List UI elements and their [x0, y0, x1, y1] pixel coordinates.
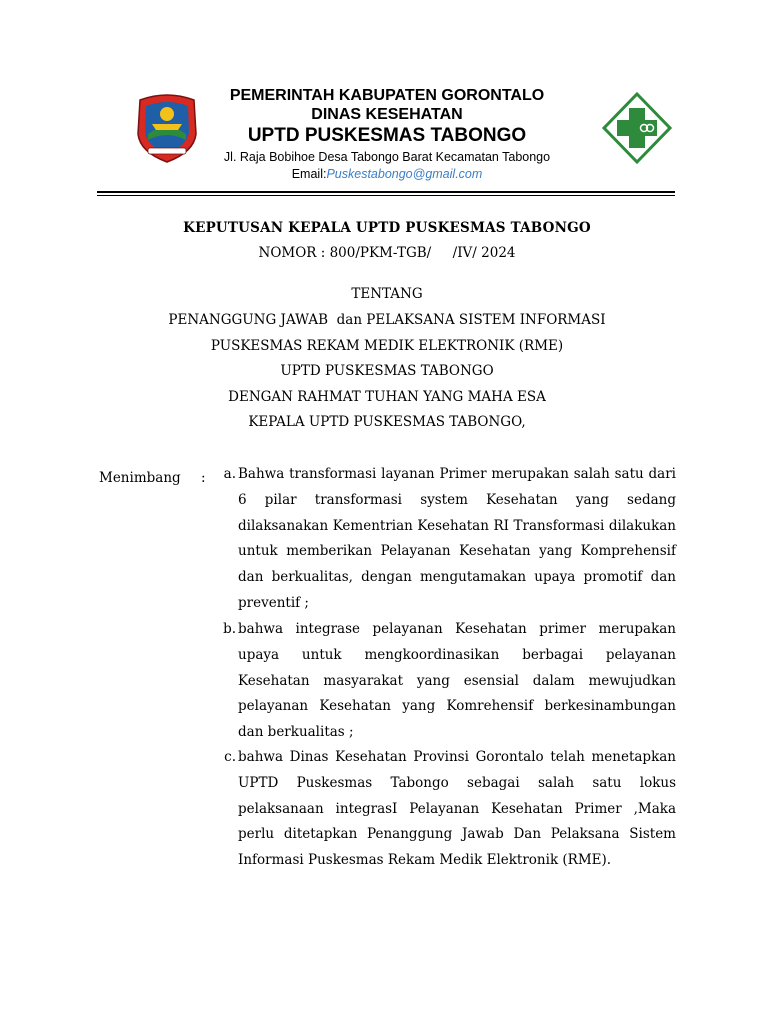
address: Jl. Raja Bobihoe Desa Tabongo Barat Kecamatan Tabongo: [223, 150, 551, 164]
letterhead-rule-thick: [97, 191, 675, 193]
decree-signatory: KEPALA UPTD PUSKESMAS TABONGO,: [248, 414, 526, 430]
item-text: Bahwa transformasi layanan Primer merupakan salah satu dari 6 pilar transformasi system Kesehatan yang sedang dilaksanakan Kementrian Kesehatan RI Transformasi dilakukan untuk memberikan Pelayanan Kesehatan yang Komprehensif dan berkualitas, dengan mengutamakan upaya promotif dan preventif ;: [238, 466, 676, 611]
letterhead-rule-thin: [97, 195, 675, 196]
decree-number: NOMOR : 800/PKM-TGB/ /IV/ 2024: [258, 245, 516, 261]
decree-subject-line: PUSKESMAS REKAM MEDIK ELEKTRONIK (RME): [210, 338, 564, 354]
item-marker: a.: [223, 466, 236, 482]
considering-label: Menimbang: [99, 470, 181, 486]
email-line: [200, 166, 574, 182]
item-marker: b.: [223, 621, 236, 637]
decree-about-heading: TENTANG: [351, 286, 423, 302]
puskesmas-logo-icon: [602, 92, 672, 164]
email-label: Email:: [291, 167, 327, 181]
considering-item: [210, 462, 676, 617]
agency-name: DINAS KESEHATAN: [311, 106, 463, 123]
email-link[interactable]: Puskestabongo@gmail.com: [326, 167, 483, 181]
decree-subject-line: PENANGGUNG JAWAB dan PELAKSANA SISTEM INFORMASI: [168, 312, 606, 328]
item-text: bahwa integrase pelayanan Kesehatan primer merupakan upaya untuk mengkoordinasikan berbagai pelayanan Kesehatan masyarakat yang esensial dalam mewujudkan pelayanan Kesehatan yang Komrehensif berkesinambungan dan berkualitas ;: [238, 621, 676, 741]
kabupaten-emblem-icon: [134, 90, 200, 164]
government-name: PEMERINTAH KABUPATEN GORONTALO: [229, 87, 545, 104]
considering-item: [210, 617, 676, 746]
decree-subject-line: UPTD PUSKESMAS TABONGO: [280, 363, 494, 379]
letterhead: [200, 86, 574, 182]
considering-item: [210, 745, 676, 874]
item-marker: c.: [224, 749, 236, 765]
institution-name: UPTD PUSKESMAS TABONGO: [247, 125, 527, 146]
decree-title: KEPUTUSAN KEPALA UPTD PUSKESMAS TABONGO: [183, 220, 591, 236]
decree-invocation: DENGAN RAHMAT TUHAN YANG MAHA ESA: [228, 389, 546, 405]
considering-colon: :: [201, 470, 206, 486]
item-text: bahwa Dinas Kesehatan Provinsi Gorontalo telah menetapkan UPTD Puskesmas Tabongo sebagai salah satu lokus pelaksanaan integrasI Pelayanan Kesehatan Primer ,Maka perlu ditetapkan Penanggung Jawab Dan Pelaksana Sistem Informasi Puskesmas Rekam Medik Elektronik (RME).: [238, 749, 676, 869]
